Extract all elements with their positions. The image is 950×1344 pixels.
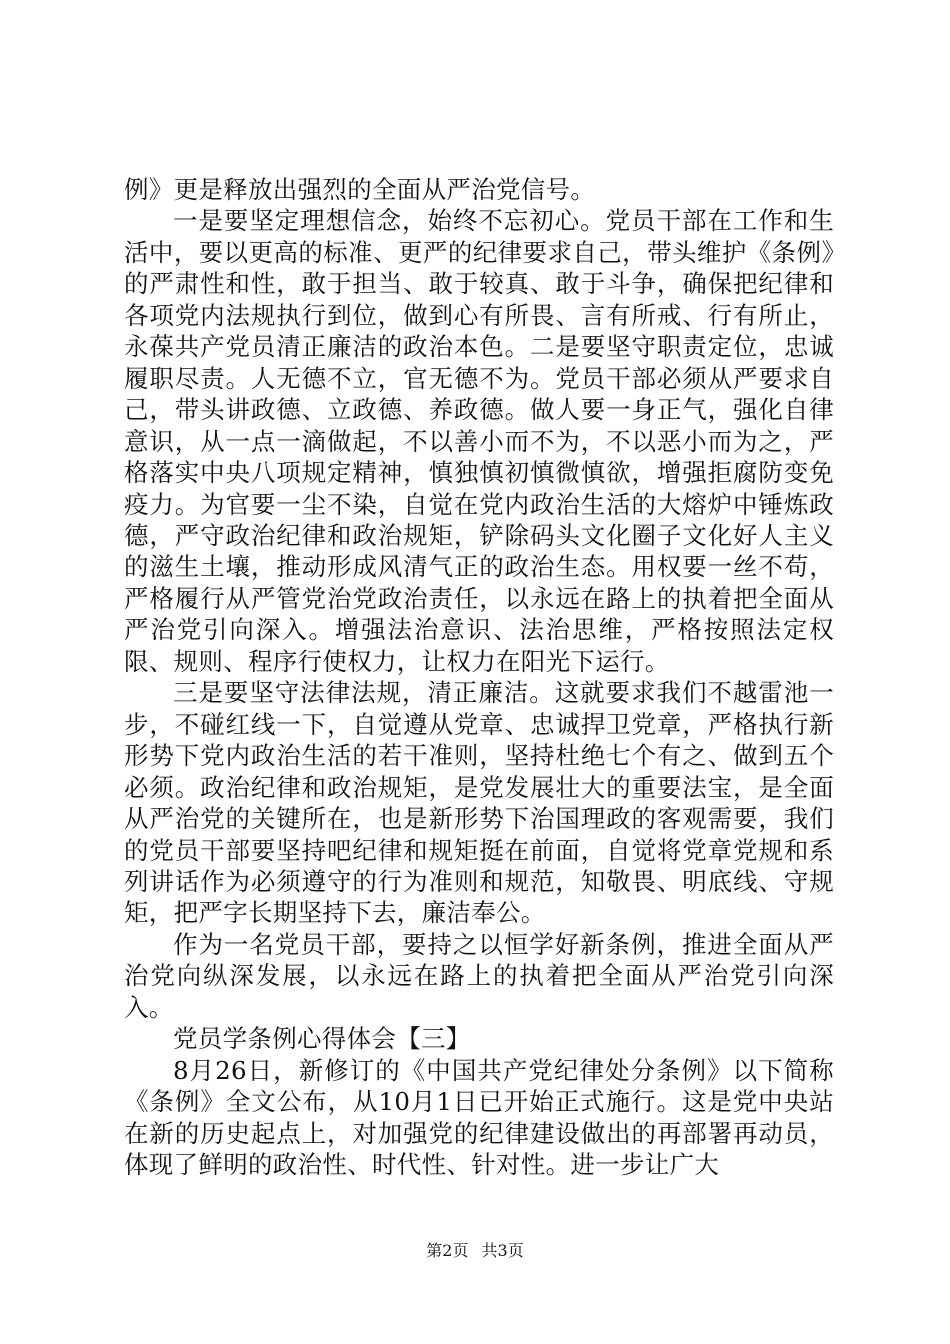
- page-total: 共3页: [481, 1241, 524, 1260]
- section-heading: 党员学条例心得体会【三】: [173, 1024, 471, 1054]
- page-number: 第2页: [426, 1241, 469, 1260]
- paragraph-6: 8月26日，新修订的《中国共产党纪律处分条例》以下简称《条例》全文公布，从10月1日已开始正式施行。这是党中央站在新的历史起点上，对加强党的纪律建设做出的再部署再动员，体现了鲜明的政治性、时代性、针对性。进一步让广大: [124, 1055, 834, 1180]
- paragraph-4: 作为一名党员干部，要持之以恒学好新条例，推进全面从严治党向纵深发展，以永远在路上的执着把全面从严治党引向深入。: [124, 929, 834, 1022]
- paragraph-3: 三是要坚守法律法规，清正廉洁。这就要求我们不越雷池一步，不碰红线一下，自觉遵从党章、忠诚捍卫党章，严格执行新形势下党内政治生活的若干准则，坚持杜绝七个有之、做到五个必须。政治纪律和政治规矩，是党发展壮大的重要法宝，是全面从严治党的关键所在，也是新形势下治国理政的客观需要，我们的党员干部要坚持吧纪律和规矩挺在前面，自觉将党章党规和系列讲话作为必须遵守的行为准则和规范，知敬畏、明底线、守规矩，把严字长期坚持下去，廉洁奉公。: [124, 678, 834, 928]
- paragraph-1: 例》更是释放出强烈的全面从严治党信号。: [124, 175, 596, 204]
- page-footer: [0, 1241, 950, 1261]
- document-body: [124, 174, 834, 1181]
- paragraph-2: 一是要坚定理想信念，始终不忘初心。党员干部在工作和生活中，要以更高的标准、更严的纪律要求自己，带头维护《条例》的严肃性和性，敢于担当、敢于较真、敢于斗争，确保把纪律和各项党内法规执行到位，做到心有所畏、言有所戒、行有所止，永葆共产党员清正廉洁的政治本色。二是要坚守职责定位，忠诚履职尽责。人无德不立，官无德不为。党员干部必须从严要求自己，带头讲政德、立政德、养政德。做人要一身正气，强化自律意识，从一点一滴做起，不以善小而不为，不以恶小而为之，严格落实中央八项规定精神，慎独慎初慎微慎欲，增强拒腐防变免疫力。为官要一尘不染，自觉在党内政治生活的大熔炉中锤炼政德，严守政治纪律和政治规矩，铲除码头文化圈子文化好人主义的滋生土壤，推动形成风清气正的政治生态。用权要一丝不苟，严格履行从严管党治党政治责任，以永远在路上的执着把全面从严治党引向深入。增强法治意识、法治思维，严格按照法定权限、规则、程序行使权力，让权力在阳光下运行。: [124, 206, 834, 676]
